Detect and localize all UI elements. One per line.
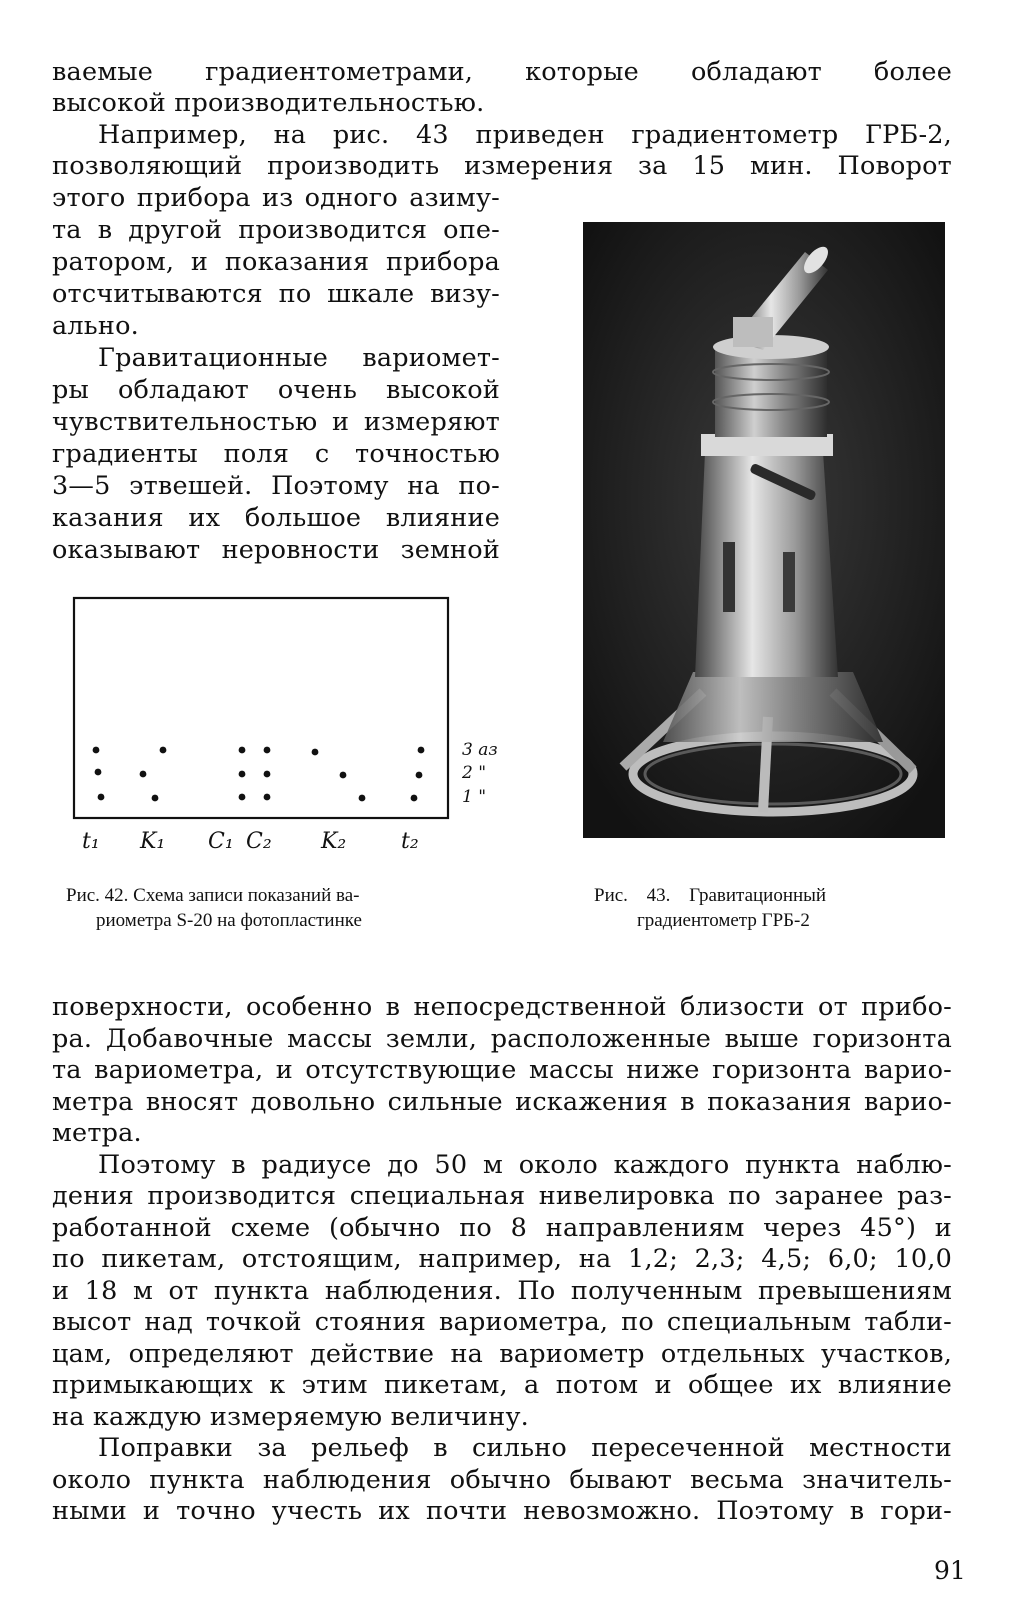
gradiometer-image xyxy=(583,222,945,838)
page-number: 91 xyxy=(934,1556,966,1585)
text-line: работанной схеме (обычно по 8 направлениям через 45°) и xyxy=(52,1213,952,1243)
record-dot xyxy=(359,795,366,802)
x-label: t₂ xyxy=(401,829,419,854)
text-line: 3—5 этвешей. Поэтому на по- xyxy=(52,471,500,501)
text-line: казания их большое влияние xyxy=(52,503,500,533)
text-line: примыкающих к этим пикетам, а потом и общее их влияние xyxy=(52,1370,952,1400)
record-dot xyxy=(140,771,147,778)
record-dot xyxy=(264,794,271,801)
text-line: оказывают неровности земной xyxy=(52,535,500,565)
text-line: поверхности, особенно в непосредственной близости от прибо- xyxy=(52,992,952,1022)
text-line: и 18 м от пункта наблюдения. По полученным превышениям xyxy=(52,1276,952,1306)
text-line: Гравитационные вариомет- xyxy=(98,343,500,373)
text-line: ными и точно учесть их почти невозможно. Поэтому в гори- xyxy=(52,1496,952,1526)
record-dot xyxy=(93,747,100,754)
x-label: K₂ xyxy=(321,829,347,854)
text-line: ры обладают очень высокой xyxy=(52,375,500,405)
figure-43-caption: градиентометр ГРБ-2 xyxy=(637,910,810,931)
row-label: 2 " xyxy=(462,763,487,783)
record-dot xyxy=(152,795,159,802)
record-dot xyxy=(416,772,423,779)
text-line: отсчитываются по шкале визу- xyxy=(52,279,500,309)
record-dot xyxy=(239,794,246,801)
figure-42-caption: Рис. 42. Схема записи показаний ва- xyxy=(66,885,360,906)
record-dot xyxy=(312,749,319,756)
text-line: градиенты поля с точностью xyxy=(52,439,500,469)
record-dot xyxy=(340,772,347,779)
record-dot xyxy=(411,795,418,802)
text-line: этого прибора из одного азиму- xyxy=(52,183,500,213)
text-line: ра. Добавочные массы земли, расположенные выше горизонта xyxy=(52,1024,952,1054)
record-dot xyxy=(98,794,105,801)
figure-42-schematic xyxy=(66,592,526,862)
text-line: ваемые градиентометрами, которые обладают более xyxy=(52,57,952,87)
x-label: C₂ xyxy=(246,829,272,854)
text-line: Поправки за рельеф в сильно пересеченной местности xyxy=(98,1433,952,1463)
text-line: позволяющий производить измерения за 15 мин. Поворот xyxy=(52,151,952,181)
text-line: цам, определяют действие на вариометр отдельных участков, xyxy=(52,1339,952,1369)
text-line: дения производится специальная нивелировка по заранее раз- xyxy=(52,1181,952,1211)
record-dot xyxy=(160,747,167,754)
text-line: метра. xyxy=(52,1118,142,1148)
x-label: K₁ xyxy=(140,829,166,854)
record-dot xyxy=(264,747,271,754)
figure-43-caption: Рис. 43. Гравитационный xyxy=(594,885,827,906)
text-line: на каждую измеряемую величину. xyxy=(52,1402,529,1432)
text-line: ратором, и показания прибора xyxy=(52,247,500,277)
text-line: высокой производительностью. xyxy=(52,88,485,118)
x-label: C₁ xyxy=(208,829,234,854)
text-line: по пикетам, отстоящим, например, на 1,2; 2,3; 4,5; 6,0; 10,0 xyxy=(52,1244,952,1274)
text-line: около пункта наблюдения обычно бывают весьма значитель- xyxy=(52,1465,952,1495)
text-line: Поэтому в радиусе до 50 м около каждого пункта наблю- xyxy=(98,1150,952,1180)
text-line: метра вносят довольно сильные искажения в показания варио- xyxy=(52,1087,952,1117)
figure-43-photo xyxy=(583,222,945,838)
record-dot xyxy=(95,769,102,776)
record-dot xyxy=(418,747,425,754)
text-line: та вариометра, и отсутствующие массы ниже горизонта варио- xyxy=(52,1055,952,1085)
text-line: высот над точкой стояния вариометра, по специальным табли- xyxy=(52,1307,952,1337)
figure-42-caption: риометра S-20 на фотопластинке xyxy=(96,910,362,931)
text-line: та в другой производится опе- xyxy=(52,215,500,245)
record-dot xyxy=(239,771,246,778)
text-line: ально. xyxy=(52,311,139,341)
row-label: 3 аз xyxy=(462,740,498,760)
record-dot xyxy=(239,747,246,754)
text-line: чувствительностью и измеряют xyxy=(52,407,500,437)
text-line: Например, на рис. 43 приведен градиентометр ГРБ-2, xyxy=(98,120,952,150)
row-label: 1 " xyxy=(462,787,487,807)
x-label: t₁ xyxy=(82,829,100,854)
record-dot xyxy=(264,771,271,778)
